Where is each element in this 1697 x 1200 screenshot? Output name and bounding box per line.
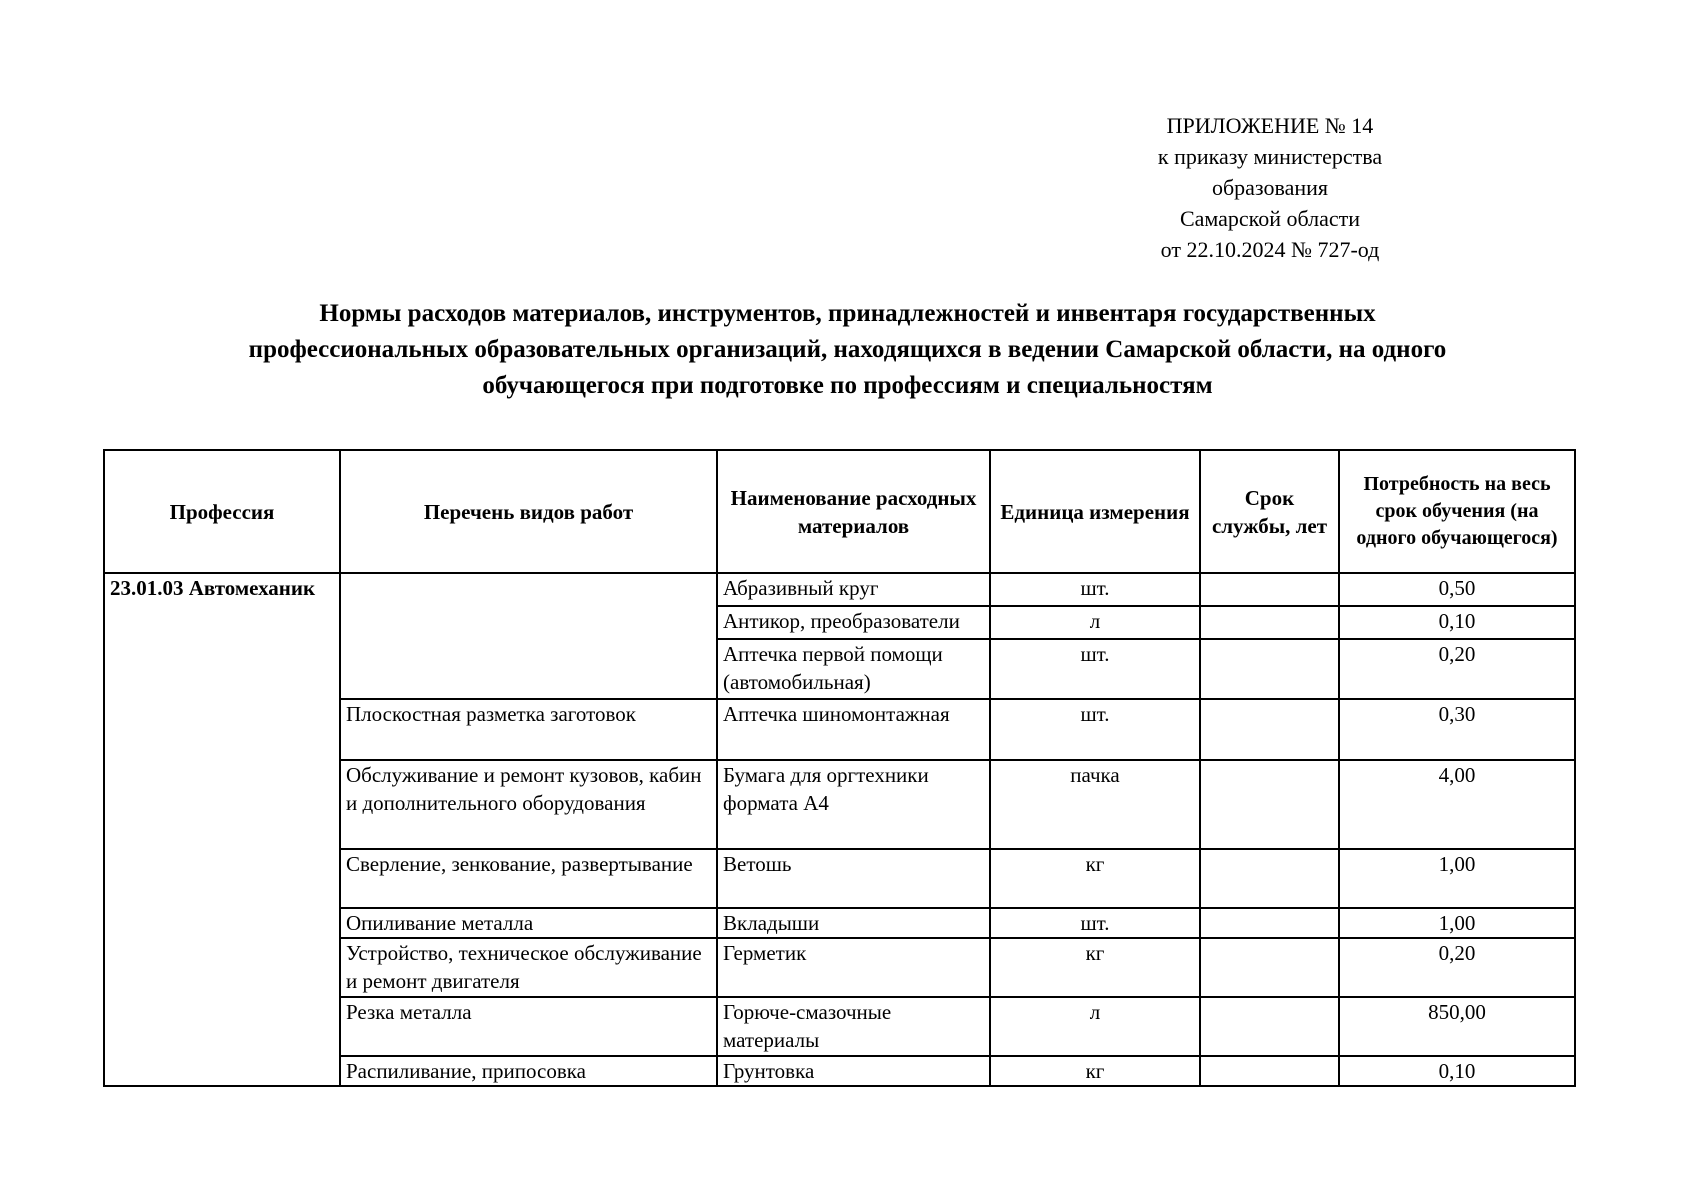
unit-cell: шт.: [990, 573, 1200, 606]
unit-cell: кг: [990, 1056, 1200, 1086]
header-material: Наименование расходных материалов: [717, 450, 990, 573]
appendix-number: ПРИЛОЖЕНИЕ № 14: [1166, 113, 1374, 138]
table-header-row: [104, 450, 1575, 573]
header-term: Срок службы, лет: [1200, 450, 1339, 573]
term-cell: [1200, 938, 1339, 997]
appendix-date-line: от 22.10.2024 № 727-од: [1160, 237, 1380, 262]
unit-cell: пачка: [990, 760, 1200, 849]
material-cell: Бумага для оргтехники формата А4: [717, 760, 990, 849]
material-cell: Ветошь: [717, 849, 990, 908]
term-cell: [1200, 573, 1339, 606]
need-cell: 4,00: [1339, 760, 1575, 849]
need-cell: 0,50: [1339, 573, 1575, 606]
term-cell: [1200, 849, 1339, 908]
header-need: Потребность на весь срок обучения (на одного обучающегося): [1339, 450, 1575, 573]
work-cell: Обслуживание и ремонт кузовов, кабин и дополнительного оборудования: [340, 760, 717, 849]
need-cell: 0,10: [1339, 1056, 1575, 1086]
work-cell: Распиливание, припосовка: [340, 1056, 717, 1086]
title-line-3: обучающегося при подготовке по профессиям и специальностям: [482, 372, 1213, 399]
unit-cell: л: [990, 606, 1200, 639]
material-cell: Антикор, преобразователи: [717, 606, 990, 639]
work-cell: Опиливание металла: [340, 908, 717, 938]
need-cell: 850,00: [1339, 997, 1575, 1056]
appendix-ministry-line: образования: [1211, 175, 1329, 200]
work-cell: Сверление, зенкование, развертывание: [340, 849, 717, 908]
need-cell: 0,20: [1339, 639, 1575, 699]
header-works: Перечень видов работ: [340, 450, 717, 573]
term-cell: [1200, 997, 1339, 1056]
work-cell: Резка металла: [340, 997, 717, 1056]
profession-cell: 23.01.03 Автомеханик: [104, 573, 340, 1086]
norms-table: [103, 449, 1576, 1087]
work-cell: Плоскостная разметка заготовок: [340, 699, 717, 760]
appendix-region-line: Самарской области: [1179, 206, 1361, 231]
table-row: [104, 573, 1575, 606]
term-cell: [1200, 639, 1339, 699]
need-cell: 1,00: [1339, 849, 1575, 908]
work-cell: [340, 573, 717, 699]
unit-cell: кг: [990, 849, 1200, 908]
unit-cell: шт.: [990, 908, 1200, 938]
unit-cell: л: [990, 997, 1200, 1056]
need-cell: 1,00: [1339, 908, 1575, 938]
title-line-1: Нормы расходов материалов, инструментов, принадлежностей и инвентаря государственных: [319, 300, 1376, 327]
material-cell: Аптечка первой помощи (автомобильная): [717, 639, 990, 699]
need-cell: 0,30: [1339, 699, 1575, 760]
term-cell: [1200, 908, 1339, 938]
need-cell: 0,10: [1339, 606, 1575, 639]
work-cell: Устройство, техническое обслуживание и ремонт двигателя: [340, 938, 717, 997]
document-title: [120, 296, 1575, 404]
header-unit: Единица измерения: [990, 450, 1200, 573]
material-cell: Абразивный круг: [717, 573, 990, 606]
appendix-order-line: к приказу министерства: [1157, 144, 1383, 169]
material-cell: Аптечка шиномонтажная: [717, 699, 990, 760]
term-cell: [1200, 1056, 1339, 1086]
unit-cell: кг: [990, 938, 1200, 997]
title-line-2: профессиональных образовательных организаций, находящихся в ведении Самарской области, на одного: [248, 336, 1447, 363]
material-cell: Герметик: [717, 938, 990, 997]
term-cell: [1200, 760, 1339, 849]
unit-cell: шт.: [990, 699, 1200, 760]
appendix-block: [1100, 110, 1440, 265]
need-cell: 0,20: [1339, 938, 1575, 997]
material-cell: Вкладыши: [717, 908, 990, 938]
term-cell: [1200, 699, 1339, 760]
term-cell: [1200, 606, 1339, 639]
material-cell: Грунтовка: [717, 1056, 990, 1086]
material-cell: Горюче-смазочные материалы: [717, 997, 990, 1056]
unit-cell: шт.: [990, 639, 1200, 699]
header-profession: Профессия: [104, 450, 340, 573]
